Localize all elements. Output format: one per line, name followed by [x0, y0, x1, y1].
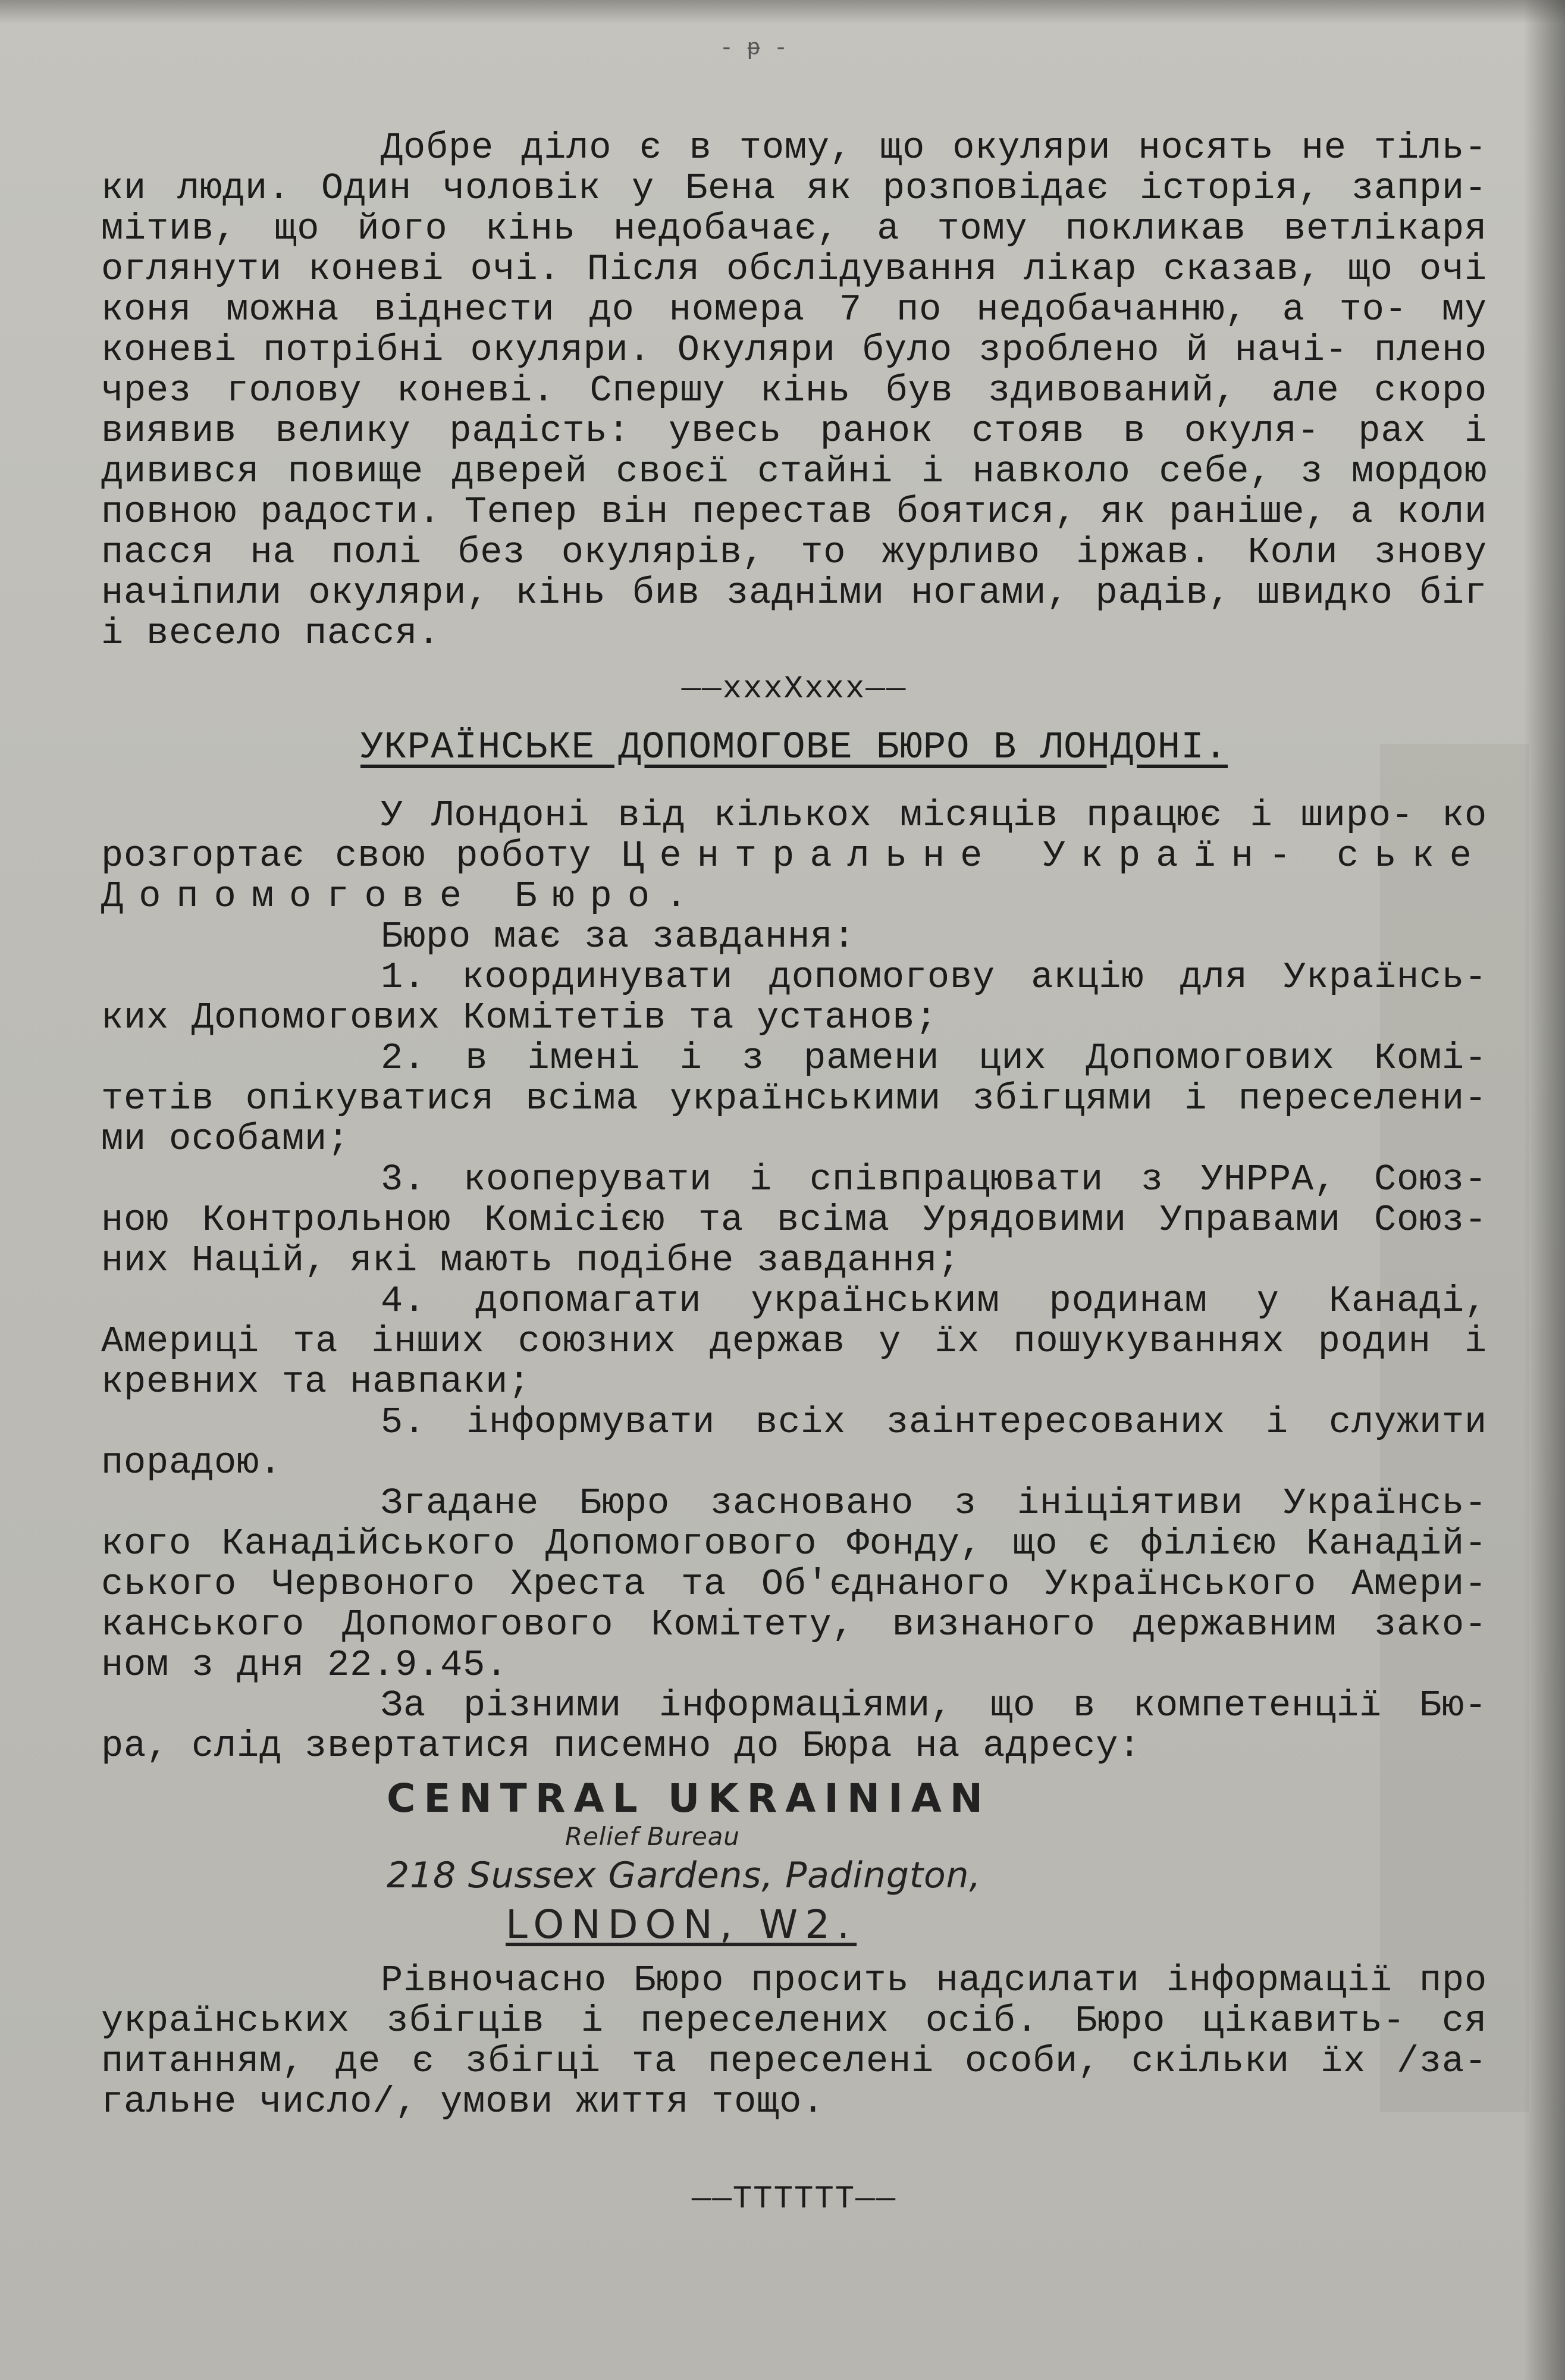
- text-line: плено чрез голову коневі. Спершу кінь був здивований, але: [101, 329, 1487, 412]
- text-line: ського Червоного Хреста та Об'єднаного Українського Амери-: [101, 1563, 1487, 1605]
- end-separator: ——TTTTTT——: [691, 2181, 897, 2218]
- task-item: [101, 1281, 1487, 1402]
- text-line: ких Допомогових Комітетів та установ;: [101, 997, 938, 1039]
- text-line: скоро виявив велику радість: увесь ранок стояв в окуля-: [101, 369, 1487, 452]
- text-line: порадою.: [101, 1442, 283, 1484]
- text-line: з мордою повною радости. Тепер він перестав боятися, як: [101, 450, 1487, 533]
- text-line: 1. координувати допомогову акцію для Українсь-: [381, 956, 1487, 998]
- task-item: [101, 1160, 1487, 1281]
- task-item: [101, 957, 1487, 1038]
- text-line: За різними інформаціями, що в компетенції Бю-: [381, 1684, 1487, 1727]
- page-shadow-top: [0, 0, 1565, 24]
- text-line: 5. інформувати всіх заінтересованих і служити: [381, 1401, 1487, 1443]
- text-line: ном з дня 22.9.45.: [101, 1644, 509, 1686]
- spaced-text: Центральне Україн-: [622, 835, 1307, 877]
- task-item: [101, 1402, 1487, 1483]
- intro-paragraph: [101, 796, 1487, 917]
- page-mark: - ᵽ -: [720, 36, 788, 61]
- address-line-street: 218 Sussex Gardens, Padington,: [387, 1855, 981, 1896]
- text-line: 2. в імені і з рамени цих Допомогових Комі-: [381, 1037, 1487, 1079]
- address-line-subtitle: Relief Bureau: [565, 1822, 740, 1851]
- text-line: Коли знову начіпили окуляри, кінь бив задніми ногами, радів,: [101, 531, 1487, 614]
- text-line: 4. допомагати українським родинам у Канаді,: [381, 1280, 1487, 1322]
- text-line: канського Допомогового Комітету, визнаного державним зако-: [101, 1604, 1487, 1646]
- task-item: [101, 1038, 1487, 1160]
- text-line: оглянути коневі очі. Після обслідування лікар сказав, що: [101, 248, 1393, 290]
- address-line-name: CENTRAL UKRAINIAN: [387, 1775, 992, 1821]
- horse-story-paragraph: [101, 128, 1487, 654]
- text-line: Рівночасно Бюро просить надсилати інформації: [381, 1959, 1392, 2002]
- text-line: Добре діло є в тому, що окуляри носять не тіль-: [381, 127, 1487, 169]
- text-line: них Націй, які мають подібне завдання;: [101, 1239, 961, 1282]
- text-line: му коневі потрібні окуляри. Окуляри було зроблено й начі-: [101, 289, 1487, 371]
- founded-paragraph: [101, 1483, 1487, 1686]
- tasks-label: Бюро має за завдання:: [381, 916, 856, 958]
- text-line: кревних та навпаки;: [101, 1361, 531, 1403]
- text-line: мітив, що його кінь недобачає, а тому покликав ветлікаря: [101, 208, 1487, 250]
- closing-paragraph: [101, 1961, 1487, 2122]
- document-body: [101, 128, 1487, 2220]
- info-paragraph: [101, 1686, 1487, 1767]
- text-line: раніше, а коли пасся на полі без окулярів, то журливо іржав.: [101, 491, 1487, 574]
- text-line: очі коня можна віднести до номера 7 по недобачанню, а то-: [101, 248, 1487, 331]
- text-line: ною Контрольною Комісією та всіма Урядовими Управами Союз-: [101, 1199, 1487, 1241]
- section-separator: ——xxxXxxx——: [681, 671, 907, 707]
- text-line: рах і дивився повище дверей своєї стайні і навколо себе,: [101, 410, 1488, 493]
- text-line: про українських збігців і переселених осіб. Бюро цікавить-: [101, 1959, 1487, 2042]
- section-heading: УКРАЇНСЬКЕ ДОПОМОГОВЕ БЮРО В ЛОНДОНІ.: [360, 726, 1228, 769]
- text-line: Згадане Бюро засновано з ініціятиви Українсь-: [381, 1482, 1487, 1524]
- bureau-address: [387, 1775, 1487, 1950]
- text-line: швидко біг і весело пасся.: [101, 572, 1487, 654]
- address-line-city: LONDON, W2.: [506, 1902, 857, 1947]
- text-line: гальне число/, умови життя тощо.: [101, 2081, 825, 2123]
- text-line: 3. кооперувати і співпрацювати з УНРРА, Союз-: [381, 1158, 1487, 1201]
- text-line: ко розгортає свою роботу: [101, 794, 1487, 877]
- text-line: ки люди. Один чоловік у Бена як розповідає історія, запри-: [101, 167, 1487, 209]
- spaced-text: ське Допомогове Бюро.: [101, 835, 1487, 917]
- text-line: У Лондоні від кількох місяців працює і широ-: [381, 794, 1414, 837]
- text-line: ра, слід звертатися писемно до Бюра на адресу:: [101, 1725, 1141, 1767]
- text-line: ся питанням, де є збігці та переселені особи, скільки їх /за-: [101, 2000, 1487, 2082]
- text-line: кого Канадійського Допомогового Фонду, що є філією Канадій-: [101, 1523, 1487, 1565]
- text-line: тетів опікуватися всіма українськими збігцями і переселени-: [101, 1078, 1487, 1120]
- text-line: ми особами;: [101, 1118, 350, 1160]
- page-shadow-right: [1523, 0, 1565, 2380]
- text-line: Америці та інших союзних держав у їх пошукуваннях родин і: [101, 1320, 1487, 1363]
